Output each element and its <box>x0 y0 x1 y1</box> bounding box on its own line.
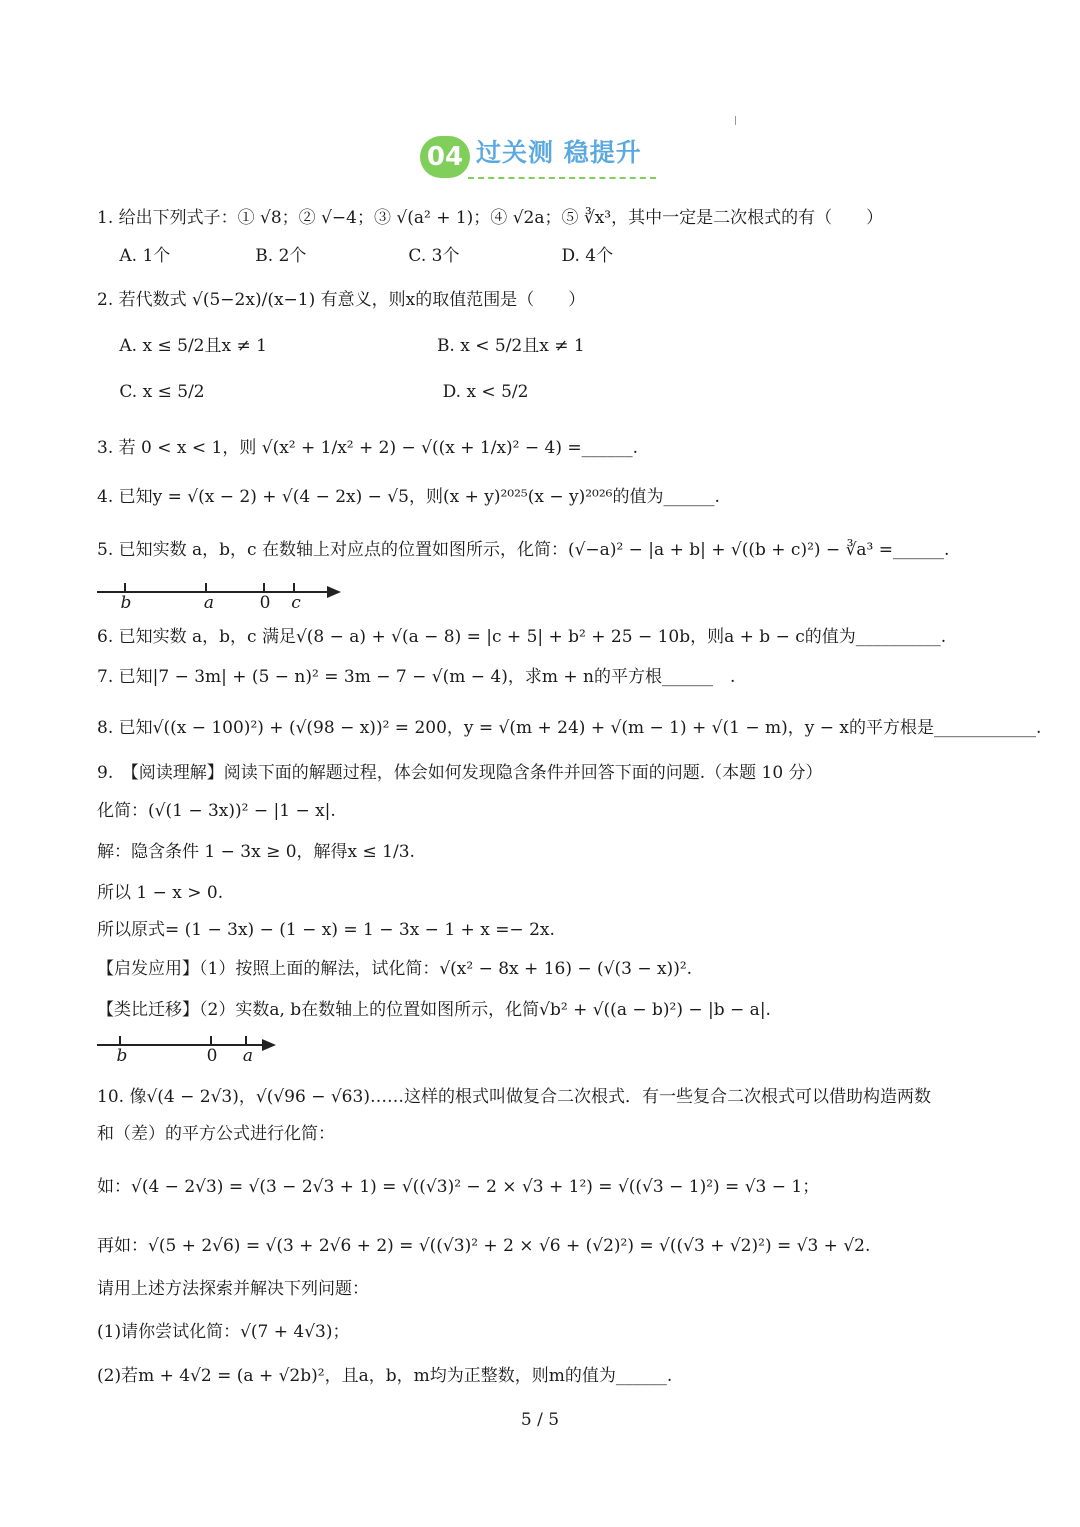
question-line-q9-f: 【类比迁移】（2）实数a, b在数轴上的位置如图所示，化简√b² + √((a − b)²) − |b − a|. <box>97 1000 771 1020</box>
question-line-q10-b: 如：√(4 − 2√3) = √(3 − 2√3 + 1) = √((√3)² − 2 × √3 + 1²) = √((√3 − 1)²) = √3 − 1； <box>97 1177 820 1197</box>
section-title: 过关测 稳提升 <box>476 138 642 167</box>
question-line-q10: 10. 像√(4 − 2√3)，√(√96 − √63)……这样的根式叫做复合二次根式．有一些复合二次根式可以借助构造两数 <box>97 1087 931 1107</box>
label-0: 0 <box>206 1046 218 1066</box>
question-line-q6: 6. 已知实数 a，b，c 满足√(8 − a) + √(a − 8) = |c + 5| + b² + 25 − 10b，则a + b − c的值为__________. <box>97 627 947 647</box>
question-line-q9-a: 化简：(√(1 − 3x))² − |1 − x|. <box>97 801 336 821</box>
question-line-q5: 5. 已知实数 a，b，c 在数轴上对应点的位置如图所示，化简：(√−a)² − |a + b| + √((b + c)²) − ∛a³ =______. <box>97 540 950 560</box>
header-underline <box>468 177 656 179</box>
tick-a <box>245 1036 247 1045</box>
question-line-q9-c: 所以 1 − x > 0. <box>97 883 224 903</box>
question-line-q9: 9. 【阅读理解】阅读下面的解题过程，体会如何发现隐含条件并回答下面的问题.（本题 10 分） <box>97 763 823 783</box>
section-header <box>420 132 660 184</box>
label-a: a <box>203 593 215 613</box>
label-0: 0 <box>259 593 271 613</box>
question-line-q3: 3. 若 0 < x < 1，则 √(x² + 1/x² + 2) − √((x + 1/x)² − 4) =______. <box>97 438 639 458</box>
question-line-q2: 2. 若代数式 √(5−2x)/(x−1) 有意义，则x的取值范围是（ ） <box>97 290 586 310</box>
question-line-q10-d: 请用上述方法探索并解决下列问题： <box>97 1279 369 1299</box>
question-line-q10-f: (2)若m + 4√2 = (a + √2b)²，且a，b，m均为正整数，则m的值为______. <box>97 1366 673 1386</box>
tick-0 <box>210 1036 212 1045</box>
question-line-q2-optAB: A. x ≤ 5/2且x ≠ 1 B. x < 5/2且x ≠ 1 <box>97 336 585 356</box>
question-line-q10-a: 和（差）的平方公式进行化简： <box>97 1124 335 1144</box>
question-line-q1: 1. 给出下列式子：① √8；② √−4；③ √(a² + 1)；④ √2a；⑤ ∛x³，其中一定是二次根式的有（ ） <box>97 208 884 228</box>
label-b: b <box>116 1046 128 1066</box>
section-badge: 04 <box>420 136 470 178</box>
axis-arrow <box>262 1039 276 1051</box>
question-line-q9-e: 【启发应用】（1）按照上面的解法，试化简：√(x² − 8x + 16) − (√(3 − x))². <box>97 959 693 979</box>
tick-b <box>119 1036 121 1045</box>
question-line-q9-d: 所以原式= (1 − 3x) − (1 − x) = 1 − 3x − 1 + x =− 2x. <box>97 920 555 940</box>
number-line-q9 <box>97 1036 282 1066</box>
question-line-q4: 4. 已知y = √(x − 2) + √(4 − 2x) − √5，则(x + y)²⁰²⁵(x − y)²⁰²⁶的值为______. <box>97 487 720 507</box>
tick-b <box>124 583 126 592</box>
page-mark <box>735 116 736 125</box>
question-line-q10-c: 再如：√(5 + 2√6) = √(3 + 2√6 + 2) = √((√3)² + 2 × √6 + (√2)²) = √((√3 + √2)²) = √3 + √2. <box>97 1236 871 1256</box>
question-line-q10-e: (1)请你尝试化简：√(7 + 4√3)； <box>97 1322 350 1342</box>
tick-0 <box>263 583 265 592</box>
label-c: c <box>291 593 301 613</box>
label-b: b <box>120 593 132 613</box>
page-number: 5 / 5 <box>520 1410 560 1430</box>
axis-arrow <box>327 586 341 598</box>
tick-a <box>205 583 207 592</box>
number-line-q5 <box>97 583 347 613</box>
tick-c <box>293 583 295 592</box>
question-line-q7: 7. 已知|7 − 3m| + (5 − n)² = 3m − 7 − √(m − 4)，求m + n的平方根______ . <box>97 667 736 687</box>
question-line-q9-b: 解：隐含条件 1 − 3x ≥ 0，解得x ≤ 1/3. <box>97 842 415 862</box>
label-a: a <box>242 1046 254 1066</box>
question-line-q1-opt: A. 1个 B. 2个 C. 3个 D. 4个 <box>97 246 614 266</box>
question-line-q2-optCD: C. x ≤ 5/2 D. x < 5/2 <box>97 382 529 402</box>
question-line-q8: 8. 已知√((x − 100)²) + (√(98 − x))² = 200，y = √(m + 24) + √(m − 1) + √(1 − m)，y − x的平方根是____________. <box>97 718 1042 738</box>
